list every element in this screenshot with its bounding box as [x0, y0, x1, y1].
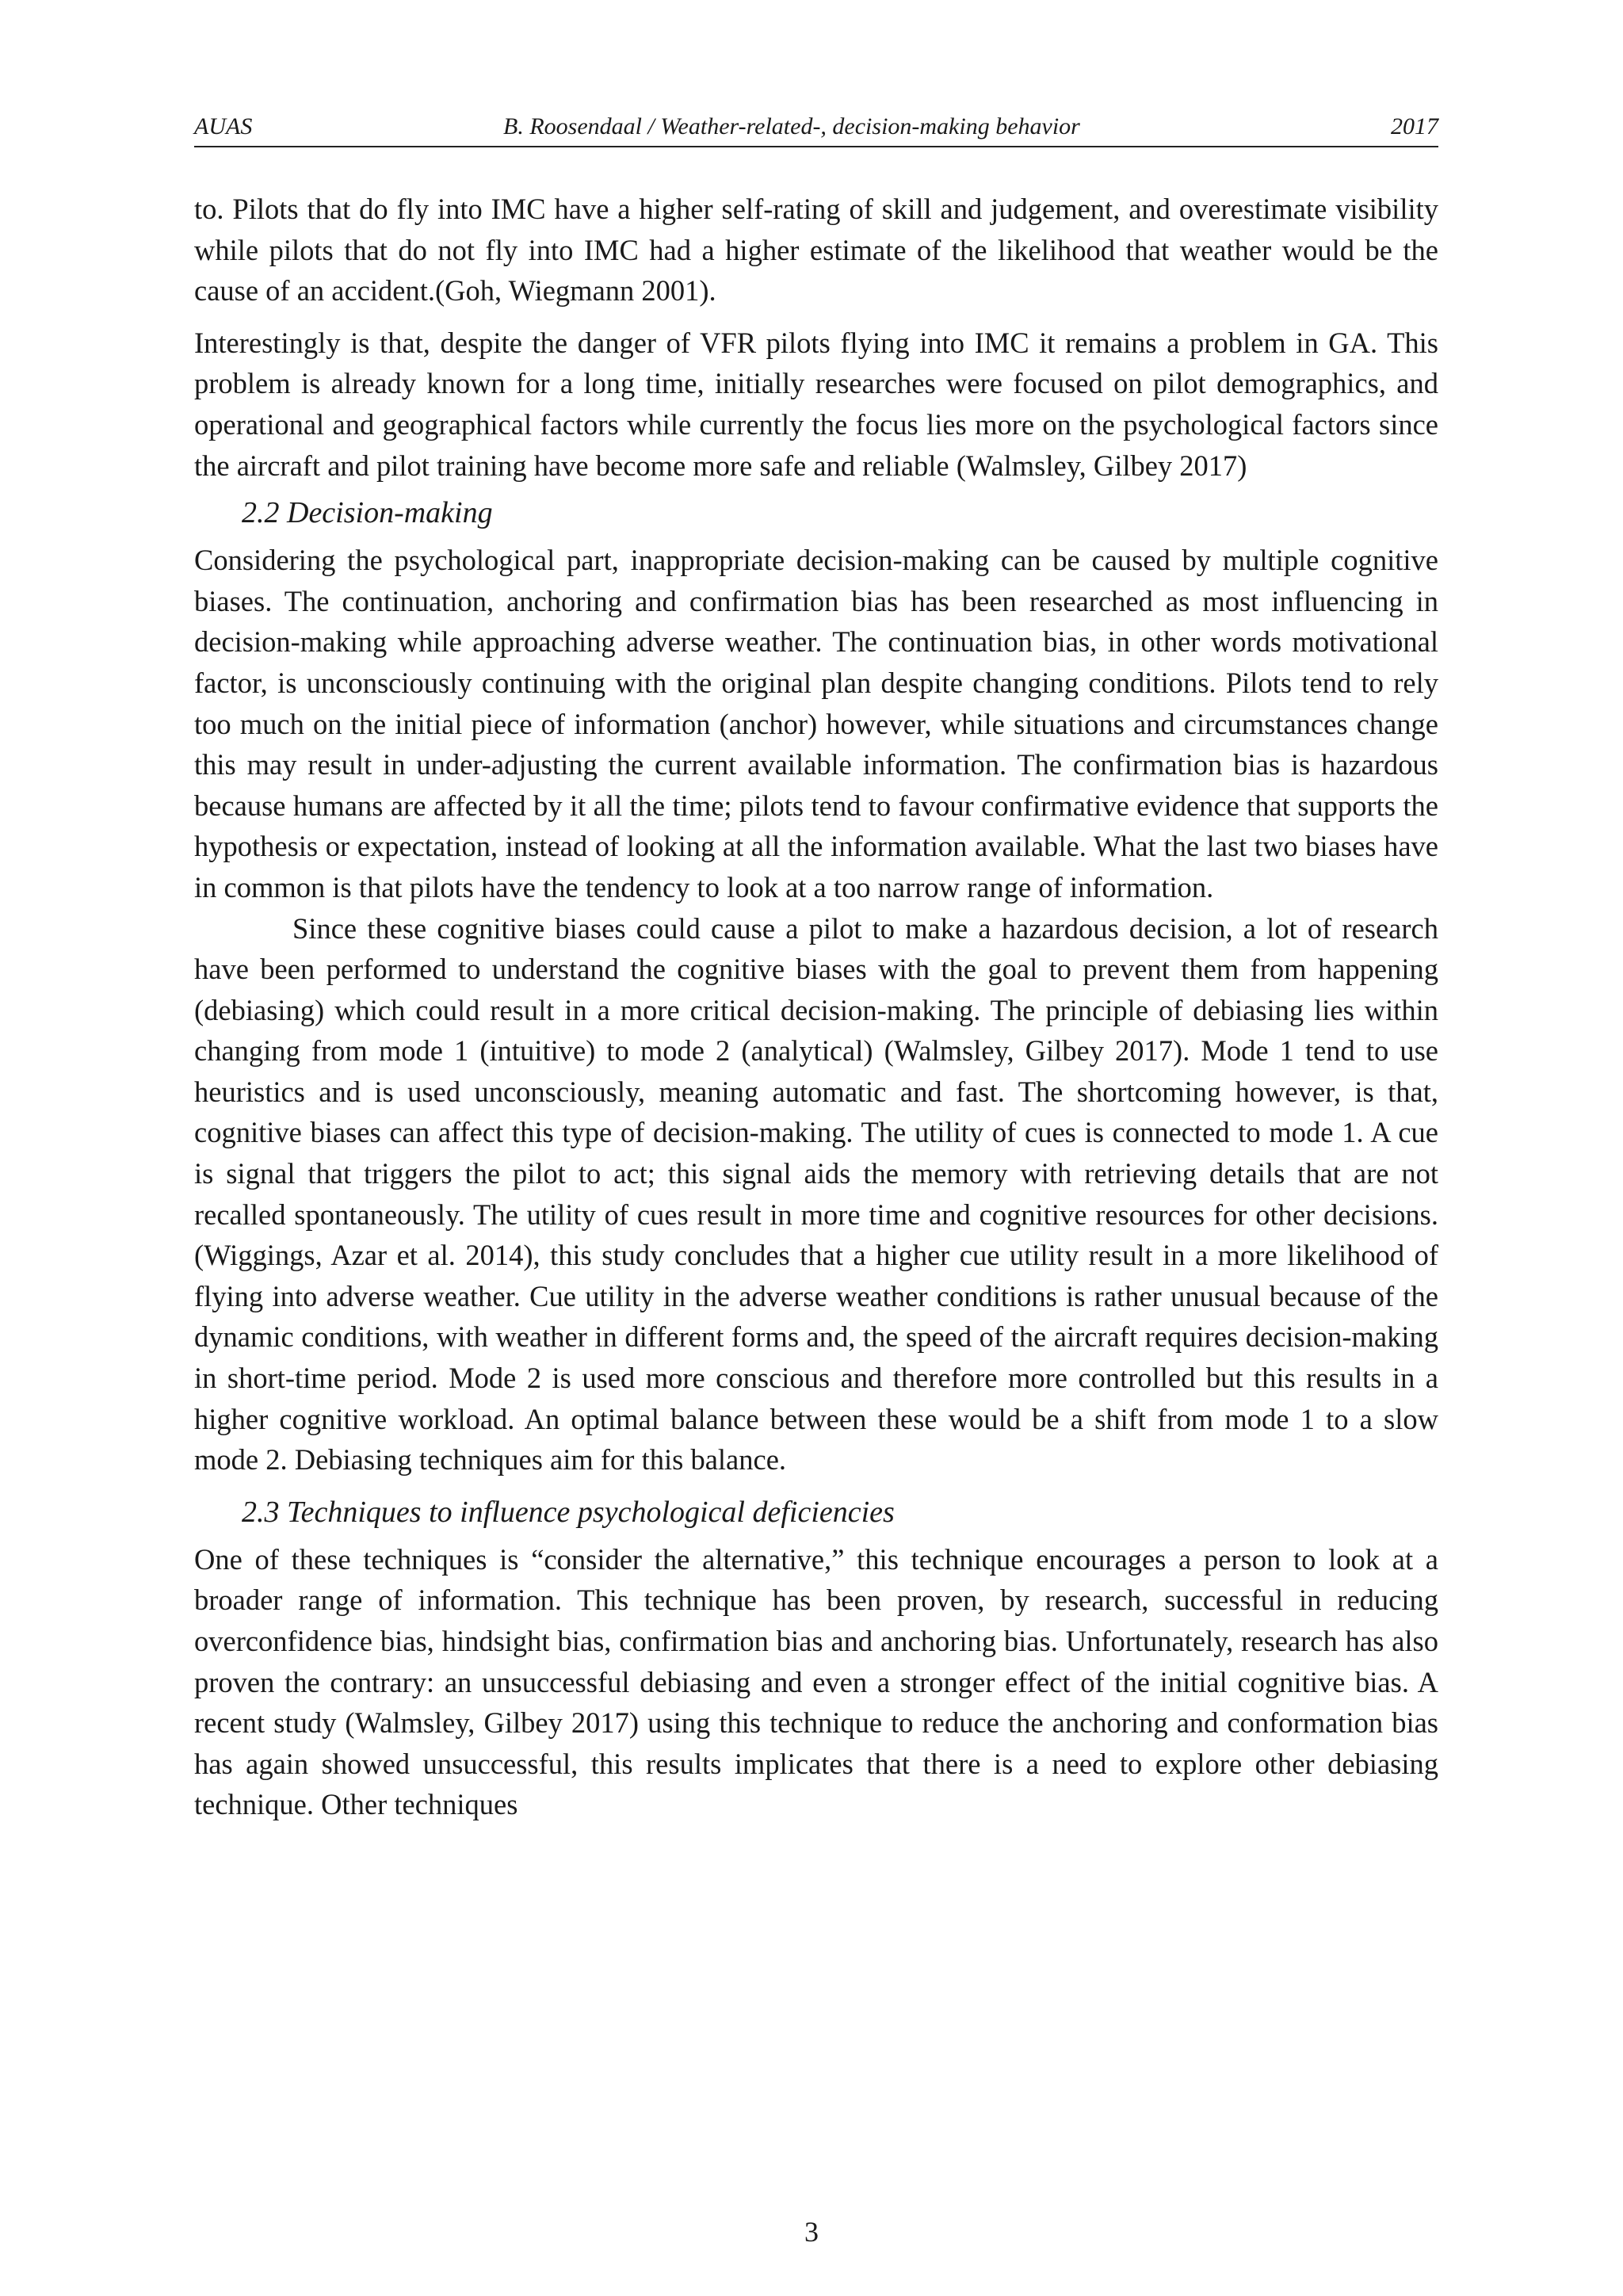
header-year: 2017: [1391, 113, 1438, 139]
paragraph-ga-problem: Interestingly is that, despite the danger of VFR pilots flying into IMC it remains a problem in GA. This problem is already known for a long time, initially researches were focused on pilot demographics, and operational and geographical factors while currently the focus lies more on the psychological factors since the aircraft and pilot training have become more safe and reliable (Walmsley, Gilbey 2017): [194, 326, 1438, 482]
paragraph-consider-alternative: One of these techniques is “consider the alternative,” this technique encourages a person to look at a broader range of information. This technique has been proven, by research, successful in reducing overconfidence bias, hindsight bias, confirmation bias and anchoring bias. Unfortunately, research has also proven the contrary: an unsuccessful debiasing and even a stronger effect of the initial cognitive bias. A recent study (Walmsley, Gilbey 2017) using this technique to reduce the anchoring and conformation bias has again showed unsuccessful, this results implicates that there is a need to explore other debiasing technique. Other techniques: [194, 1542, 1438, 1821]
paragraph-continuation: to. Pilots that do fly into IMC have a higher self-rating of skill and judgement, and overestimate visibility while pilots that do not fly into IMC had a higher estimate of the likelihood that weather would be the cause of an accident.(Goh, Wiegmann 2001).: [194, 193, 1438, 308]
running-header: [194, 111, 1438, 147]
section-heading-decision-making: 2.2 Decision-making: [242, 496, 493, 530]
paragraph-debiasing: Since these cognitive biases could cause a pilot to make a hazardous decision, a lot of research have been performed to understand the cognitive biases with the goal to prevent them from happening (debiasing) which could result in a more critical decision-making. The principle of debiasing lies within changing from mode 1 (intuitive) to mode 2 (analytical) (Walmsley, Gilbey 2017). Mode 1 tend to use heuristics and is used unconsciously, meaning automatic and fast. The shortcoming however, is that, cognitive biases can affect this type of decision-making. The utility of cues is connected to mode 1. A cue is signal that triggers the pilot to act; this signal aids the memory with retrieving details that are not recalled spontaneously. The utility of cues result in more time and cognitive resources for other decisions. (Wiggings, Azar et al. 2014), this study concludes that a higher cue utility result in a more likelihood of flying into adverse weather. Cue utility in the adverse weather conditions is rather unusual because of the dynamic conditions, with weather in different forms and, the speed of the aircraft requires decision-making in short-time period. Mode 2 is used more conscious and therefore more controlled but this results in a higher cognitive workload. An optimal balance between these would be a shift from mode 1 to a slow mode 2. Debiasing techniques aim for this balance.: [194, 911, 1438, 1477]
section-heading-techniques: 2.3 Techniques to influence psychological deficiencies: [242, 1495, 895, 1529]
page-number: 3: [804, 2216, 819, 2248]
paragraph-cognitive-biases: Considering the psychological part, inappropriate decision-making can be caused by multiple cognitive biases. The continuation, anchoring and confirmation bias has been researched as most influencing in decision-making while approaching adverse weather. The continuation bias, in other words motivational factor, is unconsciously continuing with the original plan despite changing conditions. Pilots tend to rely too much on the initial piece of information (anchor) however, while situations and circumstances change this may result in under-adjusting the current available information. The confirmation bias is hazardous because humans are affected by it all the time; pilots tend to favour confirmative evidence that supports the hypothesis or expectation, instead of looking at all the information available. What the last two biases have in common is that pilots have the tendency to look at a too narrow range of information.: [194, 544, 1438, 904]
header-title: B. Roosendaal / Weather-related-, decision-making behavior: [503, 113, 1080, 139]
body-text: [194, 189, 1438, 1825]
header-institution: AUAS: [194, 113, 253, 139]
